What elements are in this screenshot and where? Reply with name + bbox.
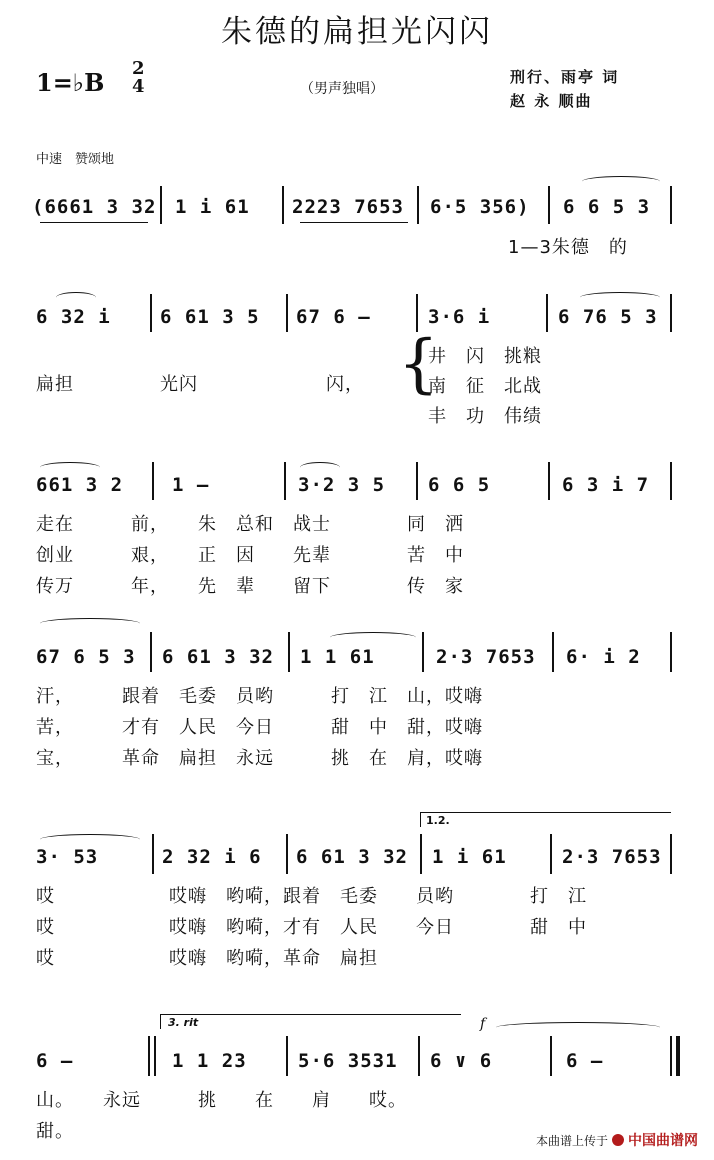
barline (282, 186, 284, 224)
slur (496, 1022, 660, 1033)
barline (550, 1036, 552, 1076)
lyric-line-1c: 闪， (326, 374, 364, 395)
time-signature: 2 4 (132, 58, 145, 97)
dynamic-mark: f (480, 1016, 486, 1032)
verse-1-lyric: 井 闪 挑粮 (428, 346, 542, 367)
measure-4-1: 67 6 5 3 (36, 646, 136, 668)
lyric-verse-1: 哎 哎嗨 哟嗬，跟着 毛委 员哟 打 江 (36, 886, 587, 907)
slur (582, 176, 660, 187)
barline (670, 632, 672, 672)
measure-5-5: 2·3 7653 (562, 846, 662, 868)
lyric-verse-3: 宝， 革命 扁担 永远 挑 在 肩，哎嗨 (36, 748, 483, 769)
barline (548, 462, 550, 500)
final-barline (676, 1036, 680, 1076)
barline (152, 834, 154, 874)
barline (284, 462, 286, 500)
lyric-verse-2: 哎 哎嗨 哟嗬，才有 人民 今日 甜 中 (36, 917, 587, 938)
beam (300, 222, 408, 223)
song-title: 朱德的扁担光闪闪 (221, 14, 493, 50)
measure-1-3: 2223 7653 (292, 196, 404, 218)
verse-3-lyric: 丰 功 伟绩 (428, 406, 542, 427)
slur (300, 462, 340, 473)
measure-6-1: 6 — (36, 1050, 74, 1072)
measure-5-1: 3· 53 (36, 846, 99, 868)
volta-bracket (420, 812, 671, 827)
barline (288, 632, 290, 672)
barline (422, 632, 424, 672)
volta-label: 3. rit (168, 1016, 199, 1029)
verse-2-lyric: 南 征 北战 (428, 376, 542, 397)
barline (150, 632, 152, 672)
barline (670, 1036, 672, 1076)
lyric-verse-1: 汗， 跟着 毛委 员哟 打 江 山，哎嗨 (36, 686, 483, 707)
lyric-verse-2: 创业 艰， 正 因 先辈 苦 中 (36, 545, 464, 566)
measure-5-4: 1 i 61 (432, 846, 507, 868)
slur (40, 618, 140, 629)
barline (546, 294, 548, 332)
site-logo-icon (612, 1134, 624, 1146)
slur (40, 834, 140, 845)
barline (670, 294, 672, 332)
measure-3-4: 6 6 5 (428, 474, 491, 496)
slur (580, 292, 660, 303)
lyric-verse-1: 走在 前， 朱 总和 战士 同 洒 (36, 514, 464, 535)
measure-1-2: 1 i 61 (175, 196, 250, 218)
measure-3-2: 1 — (172, 474, 210, 496)
slur (40, 462, 100, 473)
lyric-final-1: 山。 永远 挑 在 肩 哎。 (36, 1090, 407, 1111)
measure-4-2: 6 61 3 32 (162, 646, 274, 668)
measure-1-4: 6·5 356) (430, 196, 530, 218)
measure-5-2: 2 32 i 6 (162, 846, 262, 868)
barline (548, 186, 550, 224)
measure-6-5: 6 — (566, 1050, 604, 1072)
measure-2-2: 6 61 3 5 (160, 306, 260, 328)
barline (670, 834, 672, 874)
barline (416, 462, 418, 500)
measure-6-3: 5·6 3531 (298, 1050, 398, 1072)
barline (670, 186, 672, 224)
site-name[interactable]: 中国曲谱网 (628, 1133, 698, 1149)
barline (286, 294, 288, 332)
barline (552, 632, 554, 672)
barline (286, 1036, 288, 1076)
measure-6-4: 6 ∨ 6 (430, 1050, 493, 1072)
barline (150, 294, 152, 332)
barline (160, 186, 162, 224)
measure-3-5: 6 3 i 7 (562, 474, 650, 496)
slur (330, 632, 416, 643)
source-footer (536, 1130, 698, 1150)
verse-brace: { (398, 327, 439, 401)
slur (56, 292, 96, 303)
barline (550, 834, 552, 874)
measure-4-3: 1 1 61 (300, 646, 375, 668)
lyric-line-1: 1—3朱德 的 (508, 237, 628, 258)
lyricist-credit: 刑行、雨亭 词 (510, 68, 620, 86)
measure-3-1: 661 3 2 (36, 474, 124, 496)
beam (40, 222, 148, 223)
barline (418, 1036, 420, 1076)
volta-label: 1.2. (426, 814, 450, 827)
measure-1-5: 6 6 5 3 (563, 196, 651, 218)
barline (420, 834, 422, 874)
measure-4-4: 2·3 7653 (436, 646, 536, 668)
measure-2-4: 3·6 i (428, 306, 491, 328)
measure-3-3: 3·2 3 5 (298, 474, 386, 496)
lyric-line-1b: 光闪 (160, 374, 198, 395)
lyric-line-1: 扁担 (36, 374, 74, 395)
lyric-verse-2: 苦， 才有 人民 今日 甜 中 甜，哎嗨 (36, 717, 483, 738)
barline (417, 186, 419, 224)
lyric-verse-3: 哎 哎嗨 哟嗬，革命 扁担 (36, 948, 378, 969)
measure-5-3: 6 61 3 32 (296, 846, 408, 868)
performance-note: （男声独唱） (300, 81, 384, 97)
footer-text: 本曲谱上传于 (535, 1133, 608, 1148)
measure-6-2: 1 1 23 (172, 1050, 247, 1072)
lyric-verse-3: 传万 年， 先 辈 留下 传 家 (36, 576, 464, 597)
barline (148, 1036, 150, 1076)
composer-credit: 赵 永 顺曲 (510, 92, 593, 110)
measure-2-1: 6 32 i (36, 306, 111, 328)
key-signature: 1=♭B (36, 68, 105, 97)
volta-bracket (160, 1014, 461, 1029)
barline (286, 834, 288, 874)
barline (670, 462, 672, 500)
measure-4-5: 6· i 2 (566, 646, 641, 668)
measure-2-3: 67 6 — (296, 306, 371, 328)
measure-1-1: (6661 3 32 (32, 196, 157, 218)
tempo-marking: 中速 赞颂地 (36, 152, 115, 167)
lyric-final-2: 甜。 (36, 1121, 74, 1142)
measure-2-5: 6 76 5 3 (558, 306, 658, 328)
barline (152, 462, 154, 500)
barline (154, 1036, 156, 1076)
